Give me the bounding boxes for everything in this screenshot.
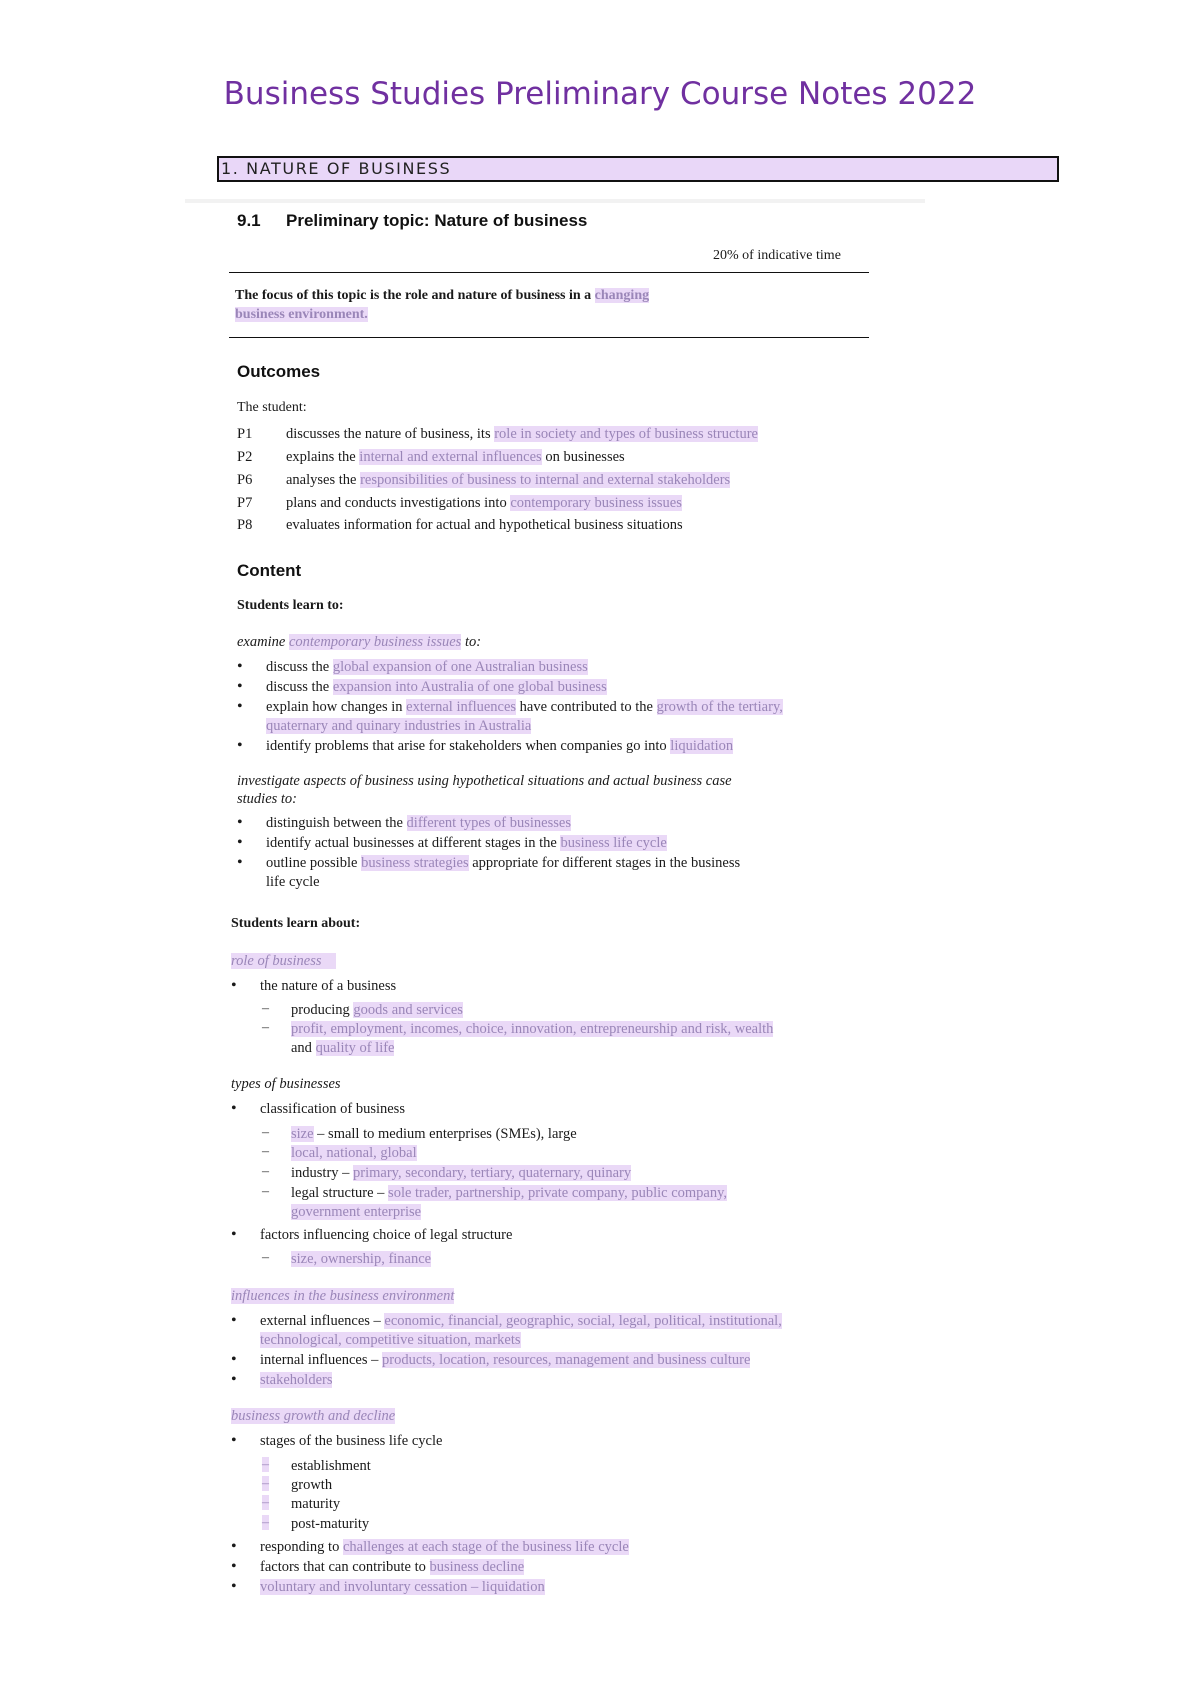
- list-item: outline possible business strategies appropriate for different stages in the business: [266, 855, 741, 871]
- dash-icon: –: [262, 1020, 269, 1035]
- sub-item: industry – primary, secondary, tertiary, quaternary, quinary: [291, 1165, 632, 1181]
- outcome-code: P7: [237, 495, 253, 511]
- topic-title: Preliminary topic: Nature of business: [286, 211, 588, 230]
- list-item: responding to challenges at each stage of the business life cycle: [260, 1539, 629, 1555]
- sub-item: producing goods and services: [291, 1002, 463, 1018]
- list-item: discuss the expansion into Australia of one global business: [266, 679, 607, 695]
- list-item: factors influencing choice of legal structure: [260, 1227, 513, 1243]
- list-item: factors that can contribute to business decline: [260, 1559, 525, 1575]
- bullet-icon: •: [231, 1432, 237, 1449]
- list-item: explain how changes in external influences have contributed to the growth of the tertiary,: [266, 699, 783, 715]
- sub-item: size – small to medium enterprises (SMEs), large: [291, 1126, 577, 1142]
- list-item: identify problems that arise for stakeholders when companies go into liquidation: [266, 738, 734, 754]
- examine-line: [237, 633, 481, 651]
- bullet-icon: •: [237, 737, 243, 754]
- list-item: stakeholders: [260, 1372, 333, 1388]
- outcome-text: discusses the nature of business, its role in society and types of business structure: [286, 426, 758, 442]
- list-item: internal influences – products, location, resources, management and business culture: [260, 1352, 751, 1368]
- dash-icon: –: [262, 1250, 269, 1265]
- list-item: identify actual businesses at different stages in the business life cycle: [266, 835, 667, 851]
- investigate-line: investigate aspects of business using hypothetical situations and actual business case: [237, 773, 732, 789]
- learn-about-heading: Students learn about:: [231, 916, 361, 931]
- list-item-continuation: life cycle: [266, 874, 320, 890]
- indicative-time: 20% of indicative time: [713, 248, 841, 263]
- sub-item: legal structure – sole trader, partnership, private company, public company,: [291, 1185, 728, 1201]
- list-item: external influences – economic, financial, geographic, social, legal, political, institutional,: [260, 1313, 782, 1329]
- dash-icon: –: [262, 1515, 269, 1530]
- outcome-code: P1: [237, 426, 253, 442]
- bullet-icon: •: [231, 1371, 237, 1388]
- bullet-icon: •: [237, 698, 243, 715]
- bullet-icon: •: [231, 1312, 237, 1329]
- list-item: distinguish between the different types of businesses: [266, 815, 571, 831]
- dash-icon: –: [262, 1144, 269, 1159]
- bullet-icon: •: [231, 977, 237, 994]
- dash-icon: –: [262, 1184, 269, 1199]
- sub-item: maturity: [291, 1496, 341, 1512]
- examine-tail: to:: [464, 634, 482, 650]
- focus-highlight: changing: [594, 288, 650, 303]
- bullet-icon: •: [237, 678, 243, 695]
- focus-box: [229, 272, 869, 338]
- bullet-icon: •: [237, 658, 243, 675]
- document-title: Business Studies Preliminary Course Notes 2022: [223, 76, 977, 112]
- list-item: the nature of a business: [260, 978, 397, 994]
- sub-item: local, national, global: [291, 1145, 417, 1161]
- dash-icon: –: [262, 1125, 269, 1140]
- sub-item-continuation: and quality of life: [291, 1040, 395, 1056]
- examine-lead: examine: [237, 634, 286, 650]
- dash-icon: –: [262, 1164, 269, 1179]
- sub-item: growth: [291, 1477, 333, 1493]
- bullet-icon: •: [231, 1578, 237, 1595]
- role-heading: role of business: [231, 953, 336, 970]
- bullet-icon: •: [231, 1100, 237, 1117]
- outcome-text: analyses the responsibilities of business to internal and external stakeholders: [286, 472, 731, 488]
- dash-icon: –: [262, 1457, 269, 1472]
- sub-item: size, ownership, finance: [291, 1251, 432, 1267]
- scan-divider: [185, 199, 925, 203]
- types-heading: types of businesses: [231, 1076, 341, 1092]
- focus-plain: The focus of this topic is the role and nature of business in a: [235, 288, 592, 303]
- bullet-icon: •: [237, 834, 243, 851]
- outcome-text: plans and conducts investigations into contemporary business issues: [286, 495, 682, 511]
- sub-item-continuation: government enterprise: [291, 1204, 422, 1220]
- outcome-code: P8: [237, 517, 253, 533]
- investigate-line-2: studies to:: [237, 791, 298, 807]
- topic-number: 9.1: [237, 211, 261, 230]
- bullet-icon: •: [237, 814, 243, 831]
- outcomes-heading: Outcomes: [237, 362, 321, 381]
- list-item: classification of business: [260, 1101, 405, 1117]
- growth-heading: business growth and decline: [231, 1408, 396, 1424]
- examine-highlight: contemporary business issues: [288, 634, 462, 650]
- list-item-continuation: quaternary and quinary industries in Australia: [266, 718, 532, 734]
- section-header: 1. NATURE OF BUSINESS: [217, 156, 1059, 182]
- outcomes-intro: The student:: [237, 400, 307, 415]
- sub-item: establishment: [291, 1458, 371, 1474]
- sub-item: profit, employment, incomes, choice, innovation, entrepreneurship and risk, wealth: [291, 1021, 774, 1037]
- bullet-icon: •: [237, 854, 243, 871]
- dash-icon: –: [262, 1001, 269, 1016]
- outcome-text: explains the internal and external influences on businesses: [286, 449, 625, 465]
- outcome-text: evaluates information for actual and hypothetical business situations: [286, 517, 683, 533]
- outcome-code: P6: [237, 472, 253, 488]
- list-item: discuss the global expansion of one Australian business: [266, 659, 588, 675]
- content-heading: Content: [237, 561, 302, 580]
- dash-icon: –: [262, 1476, 269, 1491]
- focus-highlight-2: business environment.: [235, 307, 368, 322]
- outcome-code: P2: [237, 449, 253, 465]
- learn-to-heading: Students learn to:: [237, 598, 344, 613]
- bullet-icon: •: [231, 1558, 237, 1575]
- bullet-icon: •: [231, 1351, 237, 1368]
- sub-item: post-maturity: [291, 1516, 370, 1532]
- list-item: stages of the business life cycle: [260, 1433, 443, 1449]
- bullet-icon: •: [231, 1226, 237, 1243]
- influences-heading: influences in the business environment: [231, 1288, 455, 1304]
- focus-text: [235, 288, 649, 304]
- list-item-continuation: technological, competitive situation, markets: [260, 1332, 521, 1348]
- dash-icon: –: [262, 1495, 269, 1510]
- list-item: voluntary and involuntary cessation – liquidation: [260, 1579, 545, 1595]
- bullet-icon: •: [231, 1538, 237, 1555]
